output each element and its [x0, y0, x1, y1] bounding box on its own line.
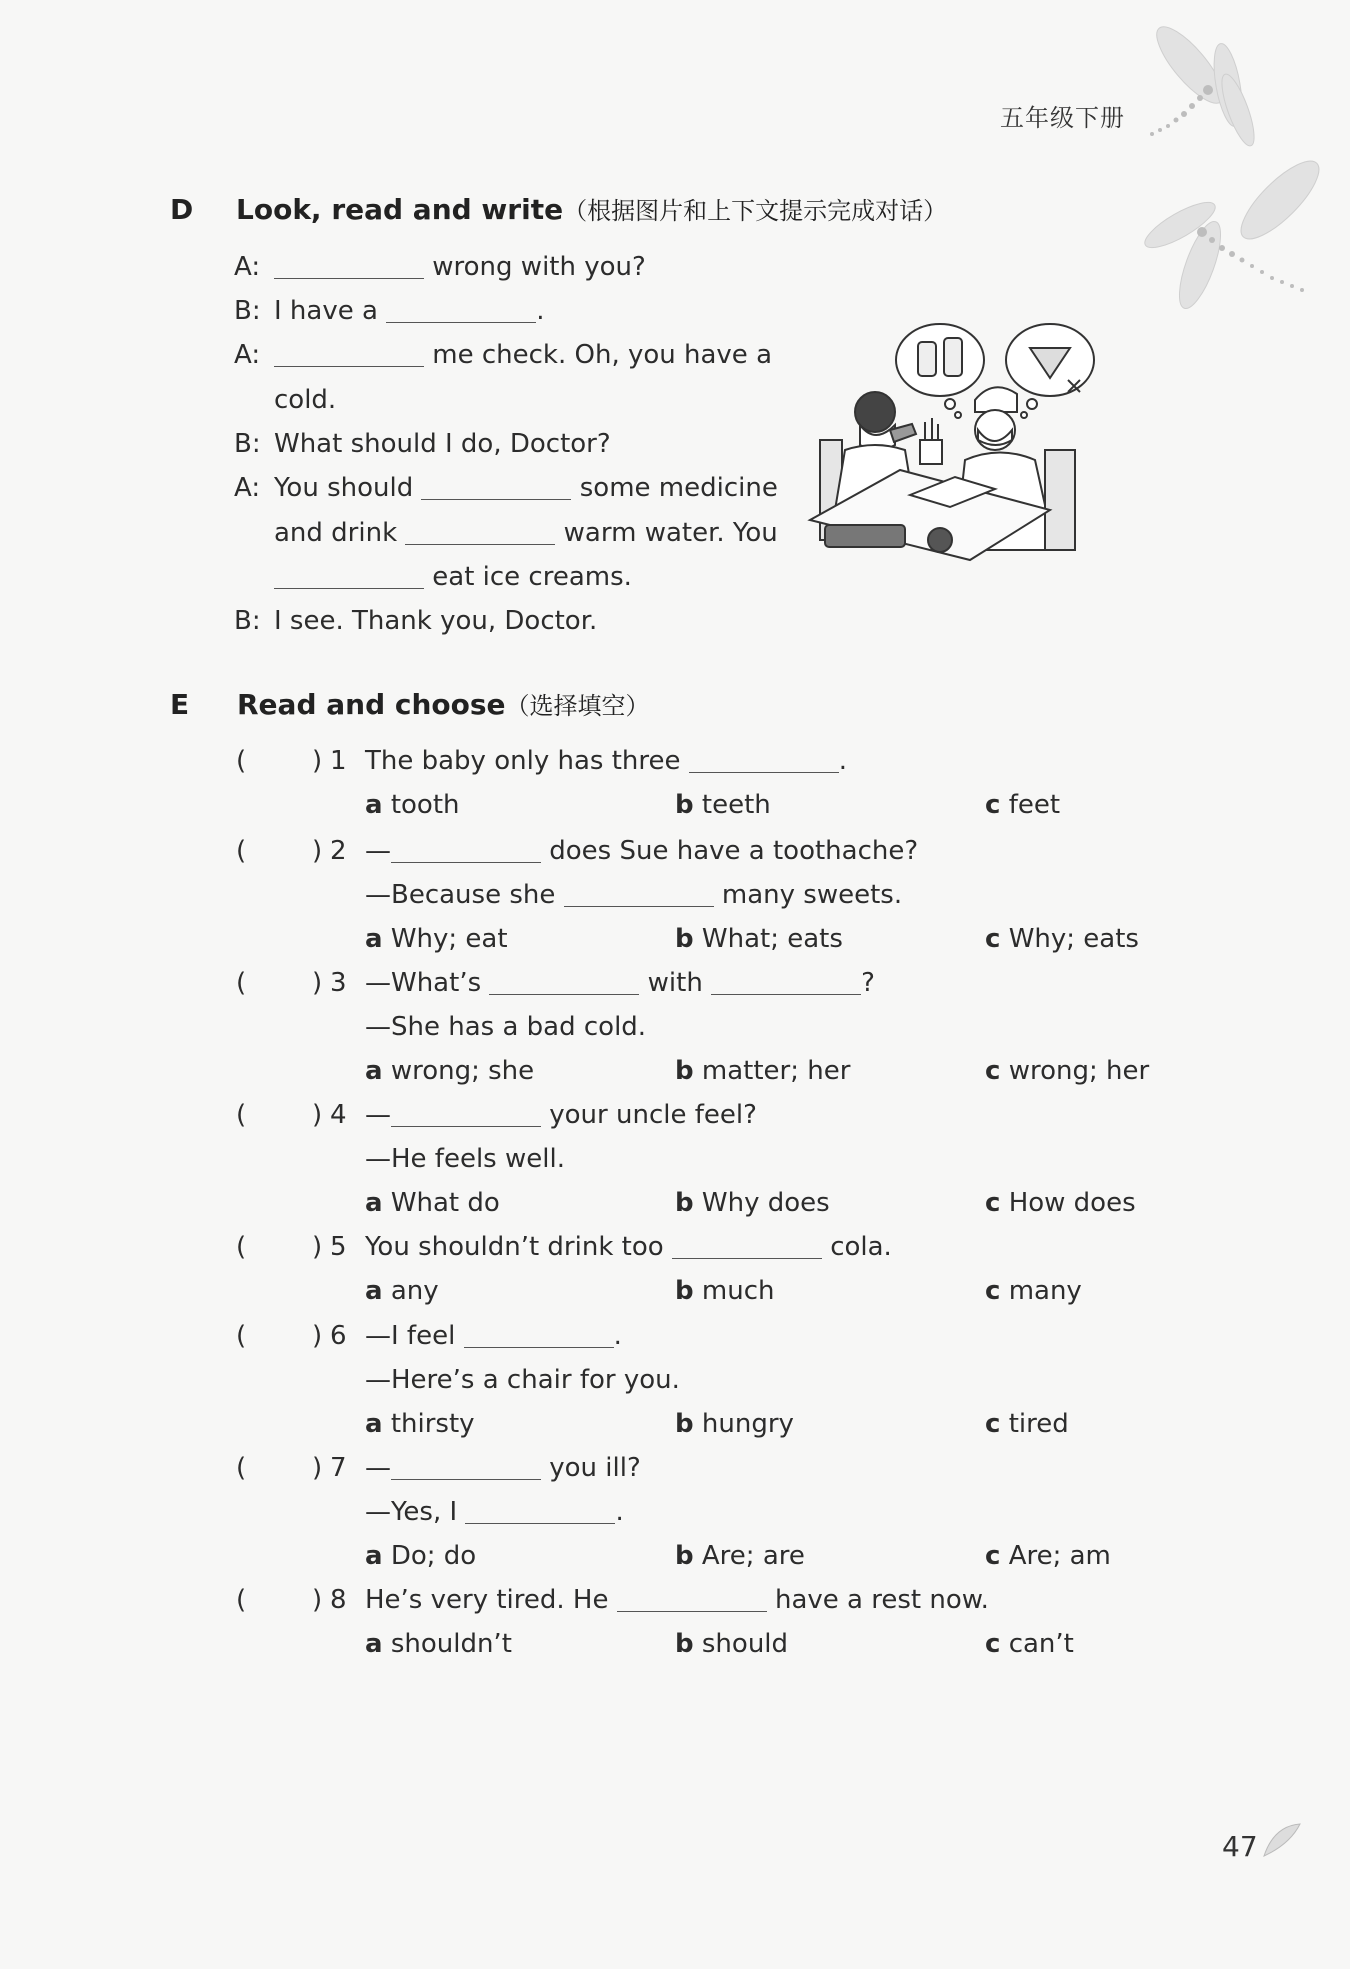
- option-choice[interactable]: [365, 1056, 534, 1086]
- question-text-part: .: [615, 1497, 624, 1527]
- section-e-letter: E: [170, 688, 190, 721]
- question-text-part: does Sue have a toothache?: [549, 836, 919, 866]
- option-letter: c: [985, 1276, 1001, 1306]
- option-choice[interactable]: [675, 1188, 830, 1218]
- option-text: any: [390, 1276, 439, 1306]
- option-text: teeth: [701, 790, 771, 820]
- question-text: [365, 1100, 757, 1130]
- option-letter: c: [985, 1056, 1001, 1086]
- option-text: many: [1008, 1276, 1082, 1306]
- option-choice[interactable]: [985, 1409, 1069, 1439]
- question-text: [365, 1232, 892, 1262]
- option-choice[interactable]: [675, 1276, 774, 1306]
- line-text: and drink: [274, 518, 398, 548]
- option-choice[interactable]: [985, 1188, 1136, 1218]
- option-letter: a: [365, 1276, 383, 1306]
- answer-blank[interactable]: [391, 1455, 541, 1480]
- question-text-part: —Yes, I: [365, 1497, 458, 1527]
- option-choice[interactable]: [365, 790, 460, 820]
- section-d-title: [236, 191, 947, 226]
- question-text-part: you ill?: [549, 1453, 641, 1483]
- option-choice[interactable]: [985, 1276, 1082, 1306]
- option-text: tooth: [390, 790, 460, 820]
- question-text: [365, 1453, 641, 1483]
- question-text-part: with: [647, 968, 703, 998]
- answer-paren-open[interactable]: (: [236, 1321, 247, 1351]
- question-number: 2: [330, 836, 347, 866]
- section-d-title-cn: （根据图片和上下文提示完成对话）: [563, 197, 948, 225]
- option-choice[interactable]: [985, 1541, 1111, 1571]
- answer-paren-open[interactable]: (: [236, 1232, 247, 1262]
- question-number: 5: [330, 1232, 347, 1262]
- answer-paren-open[interactable]: (: [236, 746, 247, 776]
- answer-paren-open[interactable]: (: [236, 1585, 247, 1615]
- option-text: Why; eats: [1008, 924, 1139, 954]
- option-letter: b: [675, 1276, 694, 1306]
- section-d-letter: D: [170, 193, 194, 226]
- answer-paren-close: ): [312, 746, 323, 776]
- dialogue-line: [234, 473, 778, 503]
- line-text: some medicine: [579, 473, 778, 503]
- option-text: much: [701, 1276, 775, 1306]
- line-text: I see. Thank you, Doctor.: [274, 606, 598, 636]
- option-text: hungry: [701, 1409, 794, 1439]
- option-letter: a: [365, 1409, 383, 1439]
- line-text: me check. Oh, you have a: [432, 340, 773, 370]
- answer-blank[interactable]: [421, 475, 571, 500]
- answer-blank[interactable]: [391, 1102, 541, 1127]
- question-text-part: The baby only has three: [365, 746, 681, 776]
- question-text-part: You shouldn’t drink too: [365, 1232, 664, 1262]
- dialogue-line: [234, 429, 611, 459]
- speaker-label: A:: [234, 252, 261, 282]
- question-text-part: many sweets.: [721, 880, 903, 910]
- option-letter: b: [675, 1541, 694, 1571]
- answer-blank[interactable]: [489, 970, 639, 995]
- option-choice[interactable]: [675, 1629, 788, 1659]
- question-text-part: —He feels well.: [365, 1144, 565, 1174]
- line-text: cold.: [274, 385, 337, 415]
- question-number: 1: [330, 746, 347, 776]
- option-letter: b: [675, 1056, 694, 1086]
- doctor-patient-illustration: [800, 320, 1110, 565]
- question-text: [365, 880, 902, 910]
- option-text: What; eats: [701, 924, 843, 954]
- question-text-part: .: [613, 1321, 622, 1351]
- option-choice[interactable]: [365, 1409, 475, 1439]
- speaker-label: A:: [234, 340, 261, 370]
- dialogue-line: [234, 606, 597, 636]
- answer-paren-open[interactable]: (: [236, 1100, 247, 1130]
- option-choice[interactable]: [675, 1541, 805, 1571]
- question-text-part: your uncle feel?: [549, 1100, 757, 1130]
- question-text-part: —She has a bad cold.: [365, 1012, 647, 1042]
- line-text: You should: [274, 473, 414, 503]
- dialogue-line: [234, 562, 632, 592]
- option-letter: a: [365, 1629, 383, 1659]
- answer-paren-close: ): [312, 1232, 323, 1262]
- question-number: 4: [330, 1100, 347, 1130]
- section-e-title: [237, 686, 650, 721]
- answer-paren-close: ): [312, 968, 323, 998]
- answer-paren-close: ): [312, 1453, 323, 1483]
- question-text-part: —What’s: [365, 968, 482, 998]
- answer-paren-close: ): [312, 1585, 323, 1615]
- option-text: should: [701, 1629, 789, 1659]
- option-text: feet: [1008, 790, 1061, 820]
- question-text-part: —Because she: [365, 880, 556, 910]
- option-letter: c: [985, 1541, 1001, 1571]
- option-text: Why does: [701, 1188, 830, 1218]
- option-letter: b: [675, 1629, 694, 1659]
- question-text: [365, 1012, 646, 1042]
- question-number: 3: [330, 968, 347, 998]
- dragonfly-decoration: [1130, 10, 1350, 320]
- option-text: wrong; she: [390, 1056, 535, 1086]
- option-letter: a: [365, 790, 383, 820]
- option-text: tired: [1008, 1409, 1069, 1439]
- section-e-title-en: Read and choose: [237, 688, 506, 721]
- question-text: [365, 836, 918, 866]
- answer-blank[interactable]: [386, 298, 536, 323]
- option-letter: b: [675, 924, 694, 954]
- answer-blank[interactable]: [465, 1499, 615, 1524]
- option-letter: a: [365, 924, 383, 954]
- dialogue-line: [234, 340, 772, 370]
- section-d-title-en: Look, read and write: [236, 193, 564, 226]
- question-text-part: —: [365, 836, 391, 866]
- answer-blank[interactable]: [274, 564, 424, 589]
- option-letter: b: [675, 1188, 694, 1218]
- dialogue-line: [234, 385, 336, 415]
- option-letter: c: [985, 1629, 1001, 1659]
- speaker-label: A:: [234, 473, 261, 503]
- option-text: wrong; her: [1008, 1056, 1150, 1086]
- option-choice[interactable]: [365, 1276, 439, 1306]
- dialogue-line: [234, 252, 646, 282]
- option-letter: a: [365, 1188, 383, 1218]
- option-letter: a: [365, 1541, 383, 1571]
- answer-blank[interactable]: [564, 882, 714, 907]
- question-text: [365, 968, 875, 998]
- question-number: 6: [330, 1321, 347, 1351]
- option-choice[interactable]: [985, 1629, 1074, 1659]
- question-text-part: —Here’s a chair for you.: [365, 1365, 680, 1395]
- answer-blank[interactable]: [617, 1587, 767, 1612]
- line-text: warm water. You: [563, 518, 778, 548]
- option-text: Are; are: [701, 1541, 805, 1571]
- question-text: [365, 746, 847, 776]
- option-letter: c: [985, 1409, 1001, 1439]
- answer-paren-close: ): [312, 1100, 323, 1130]
- question-text-part: .: [838, 746, 848, 776]
- option-choice[interactable]: [365, 1629, 512, 1659]
- question-text-part: have a rest now.: [775, 1585, 989, 1615]
- question-text: [365, 1365, 680, 1395]
- option-letter: b: [675, 1409, 694, 1439]
- option-letter: c: [985, 790, 1001, 820]
- answer-blank[interactable]: [391, 838, 541, 863]
- question-number: 7: [330, 1453, 347, 1483]
- speaker-label: B:: [234, 429, 261, 459]
- answer-blank[interactable]: [711, 970, 861, 995]
- answer-paren-close: ): [312, 836, 323, 866]
- line-text: eat ice creams.: [432, 562, 632, 592]
- answer-paren-open[interactable]: (: [236, 836, 247, 866]
- line-text: I have a: [274, 296, 378, 326]
- option-choice[interactable]: [985, 924, 1139, 954]
- option-choice[interactable]: [985, 1056, 1149, 1086]
- option-text: thirsty: [390, 1409, 475, 1439]
- option-letter: c: [985, 1188, 1001, 1218]
- question-text: [365, 1497, 624, 1527]
- answer-blank[interactable]: [464, 1323, 614, 1348]
- option-text: What do: [390, 1188, 500, 1218]
- question-text-part: —: [365, 1453, 391, 1483]
- option-choice[interactable]: [365, 924, 508, 954]
- option-letter: a: [365, 1056, 383, 1086]
- question-text-part: ?: [861, 968, 875, 998]
- answer-paren-close: ): [312, 1321, 323, 1351]
- option-text: Why; eat: [390, 924, 508, 954]
- leaf-icon: [1262, 1822, 1302, 1860]
- answer-blank[interactable]: [689, 748, 839, 773]
- grade-label: 五年级下册: [1000, 104, 1125, 132]
- line-text: wrong with you?: [432, 252, 646, 282]
- option-choice[interactable]: [365, 1541, 476, 1571]
- line-text: .: [536, 296, 545, 326]
- question-text: [365, 1321, 622, 1351]
- answer-blank[interactable]: [274, 254, 424, 279]
- question-text-part: cola.: [830, 1232, 892, 1262]
- option-text: How does: [1008, 1188, 1136, 1218]
- question-text: [365, 1585, 989, 1615]
- option-letter: b: [675, 790, 694, 820]
- option-choice[interactable]: [985, 790, 1060, 820]
- answer-paren-open[interactable]: (: [236, 1453, 247, 1483]
- answer-blank[interactable]: [405, 520, 555, 545]
- question-text: [365, 1144, 565, 1174]
- option-text: shouldn’t: [390, 1629, 512, 1659]
- option-choice[interactable]: [675, 790, 771, 820]
- option-choice[interactable]: [675, 924, 843, 954]
- line-text: What should I do, Doctor?: [274, 429, 611, 459]
- option-choice[interactable]: [365, 1188, 500, 1218]
- answer-blank[interactable]: [274, 342, 424, 367]
- answer-blank[interactable]: [672, 1234, 822, 1259]
- option-text: can’t: [1008, 1629, 1074, 1659]
- option-letter: c: [985, 924, 1001, 954]
- answer-paren-open[interactable]: (: [236, 968, 247, 998]
- question-number: 8: [330, 1585, 347, 1615]
- question-text-part: —I feel: [365, 1321, 456, 1351]
- option-text: Do; do: [390, 1541, 477, 1571]
- speaker-label: B:: [234, 296, 261, 326]
- question-text-part: He’s very tired. He: [365, 1585, 609, 1615]
- option-choice[interactable]: [675, 1409, 794, 1439]
- option-choice[interactable]: [675, 1056, 850, 1086]
- option-text: matter; her: [701, 1056, 851, 1086]
- section-e-title-cn: （选择填空）: [505, 692, 650, 720]
- dialogue-line: [234, 296, 544, 326]
- question-text-part: —: [365, 1100, 391, 1130]
- page-number: 47: [1222, 1830, 1258, 1863]
- option-text: Are; am: [1008, 1541, 1111, 1571]
- dialogue-line: [234, 518, 778, 548]
- speaker-label: B:: [234, 606, 261, 636]
